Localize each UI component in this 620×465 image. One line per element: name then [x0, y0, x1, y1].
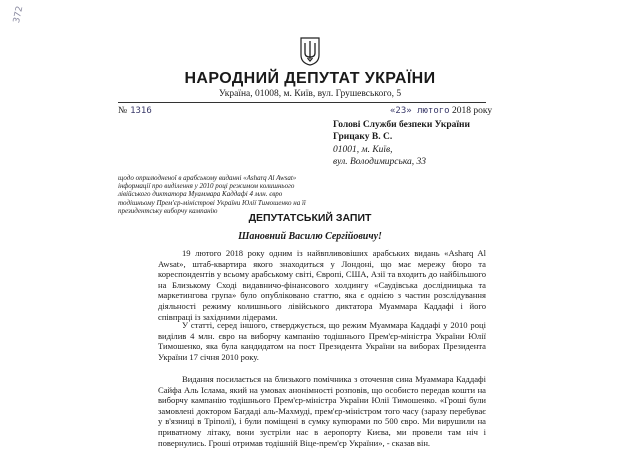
letterhead-title: НАРОДНИЙ ДЕПУТАТ УКРАЇНИ: [184, 70, 436, 87]
recipient-title: Голові Служби безпеки України: [333, 120, 470, 130]
body-paragraph: Видання посилається на близького помічника з оточення сина Муаммара Каддафі Сайфа Аль Іслама, який на умовах анонімності розповів, що особисто передав кошти на виборчу кампанію тодішнього Прем'єр-міністра України Юлії Тимошенко. «Гроші були замовлені доктором Багдаді аль-Махмуді, прем'єр-міністром того часу (заразу перебуває у в'язниці в Тріполі), і були поміщені в сумку купюрами по 500 євро. Ми вирушили на приватному літаку, вони зустріли нас в аеропорту Києва, ми провели там ніч і повернулись. Гроші отримав тодішній Віце-прем'єр України», - сказав він.: [158, 374, 486, 448]
subject-line: щодо оприлюдненої в арабському виданні «Asharq Al Awsat» інформації про виділення у 2010 році режимом колишнього лівійського диктатора Муаммара Каддафі 4 млн. євро тодішньому Прем'єр-міністрові України Юлії Тимошенко на її президентську виборчу кампанію: [118, 174, 306, 215]
recipient-street: вул. Володимирська, 33: [333, 157, 427, 168]
document-heading: ДЕПУТАТСЬКИЙ ЗАПИТ: [248, 212, 372, 224]
handwritten-note: 372: [12, 5, 26, 25]
body-paragraph: У статті, серед іншого, стверджується, що режим Муаммара Каддафі у 2010 році виділив 4 млн. євро на виборчу кампанію тодішнього Прем'єр-міністра України Юлії Тимошенко, яка була кандидатом на пост Президента України на виборах Президента України 17 січня 2010 року.: [158, 320, 486, 362]
document-date: [390, 106, 492, 116]
trident-emblem-icon: [299, 36, 321, 66]
recipient-block: [333, 119, 470, 169]
date-suffix: 2018 року: [451, 106, 493, 116]
number-prefix: №: [118, 106, 128, 116]
letterhead-divider: [118, 102, 486, 103]
recipient-name: Грицаку В. С.: [333, 132, 393, 143]
number-value: 1316: [130, 106, 152, 116]
date-value: «23» лютого: [390, 106, 450, 116]
document-number: [118, 106, 152, 116]
body-paragraph: 19 лютого 2018 року одним із найвпливовіших арабських видань «Asharq Al Awsat», штаб-квартира якого знаходиться у Лондоні, що має мережу бюро та кореспондентів у всьому арабському світі, Європі, США, Азії та входить до найбільшого на Близькому Сході видавничо-фінансового холдингу «Саудівська дослідницька та маркетингова група» було опубліковано статтю, яка є однією з частин розслідування діяльності режиму колишнього лівійського диктатора Муаммара Каддафі і його співпраці із західними лідерами.: [158, 248, 486, 322]
recipient-city: 01001, м. Київ,: [333, 144, 393, 155]
salutation: Шановний Василю Сергійовичу!: [238, 231, 382, 242]
letterhead-address: Україна, 01008, м. Київ, вул. Грушевського, 5: [218, 89, 402, 99]
